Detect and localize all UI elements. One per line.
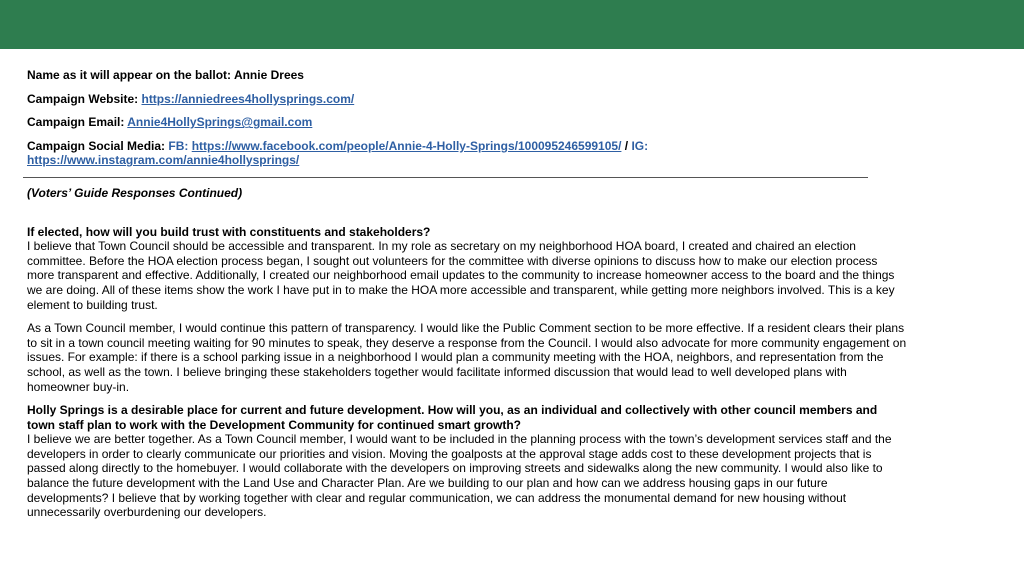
facebook-link[interactable]: https://www.facebook.com/people/Annie-4-Holly-Springs/100095246599105/ xyxy=(191,138,622,153)
question-2: Holly Springs is a desirable place for current and future development. How will you, as an individual and collectively with other council members and town staff plan to work with the Development Community for continued smart growth? xyxy=(27,403,878,432)
answer-2-paragraph-1: I believe we are better together. As a Town Council member, I would want to be included in the planning process with the town’s development services staff and the developers in order to clearly communicate our priorities and vision. Moving the goalposts at the approval stage adds cost to these development projects that is passed along directly to the homebuyer. I would collaborate with the developers on improving streets and sidewalks along the new community. I would also like to balance the future development with the Land Use and Character Plan. Are we building to our plan and how can we address housing gaps in our future developments? I believe that by working together with clear and regular communication, we can address the monumental demand for new housing without unnecessarily overburdening our developers. xyxy=(27,432,892,520)
campaign-social-line xyxy=(27,139,907,168)
social-separator: / xyxy=(624,138,629,153)
answer-1-paragraph-1: I believe that Town Council should be accessible and transparent. In my role as secretary on my neighborhood HOA board, I created and chaired an election committee. Before the HOA election process began, I sought out volunteers for the committee with diverse opinions to discuss how to make our election process more transparent and effective. Additionally, I created our neighborhood email updates to the community to increase homeowner access to the board and the things we are doing. All of these items show the work I have put in to make the HOA more accessible and transparent, while getting more neighbors involved. This is a key element to building trust. xyxy=(27,239,895,312)
facebook-label: FB: xyxy=(168,138,189,153)
campaign-social-label: Campaign Social Media: xyxy=(27,138,166,153)
instagram-label: IG: xyxy=(631,138,649,153)
header-bar xyxy=(0,0,1024,49)
campaign-email-link[interactable]: Annie4HollySprings@gmail.com xyxy=(127,115,313,130)
ballot-name-line xyxy=(27,68,907,83)
question-1: If elected, how will you build trust with constituents and stakeholders? xyxy=(27,224,431,239)
campaign-email-line xyxy=(27,115,907,130)
ballot-name-label: Name as it will appear on the ballot: xyxy=(27,68,232,82)
document-body xyxy=(27,68,907,529)
continued-note: (Voters’ Guide Responses Continued) xyxy=(27,185,243,200)
campaign-website-label: Campaign Website: xyxy=(27,91,139,106)
campaign-website-line xyxy=(27,92,907,107)
section-divider xyxy=(23,177,868,178)
ballot-name-value: Annie Drees xyxy=(233,68,304,82)
campaign-email-label: Campaign Email: xyxy=(27,115,125,130)
campaign-website-link[interactable]: https://anniedrees4hollysprings.com/ xyxy=(141,91,355,106)
instagram-link[interactable]: https://www.instagram.com/annie4hollysprings/ xyxy=(27,153,300,168)
answer-1-paragraph-2: As a Town Council member, I would continue this pattern of transparency. I would like the Public Comment section to be more effective. If a resident clears their plans to sit in a town council meeting waiting for 90 minutes to speak, they deserve a response from the Council. I would also advocate for more community engagement on issues. For example: if there is a school parking issue in a neighborhood I would plan a community meeting with the HOA, neighbors, and representation from the school, as well as the town. I believe bringing these stakeholders together would facilitate informed discussion that would lead to well developed plans with homeowner buy-in. xyxy=(27,321,907,394)
